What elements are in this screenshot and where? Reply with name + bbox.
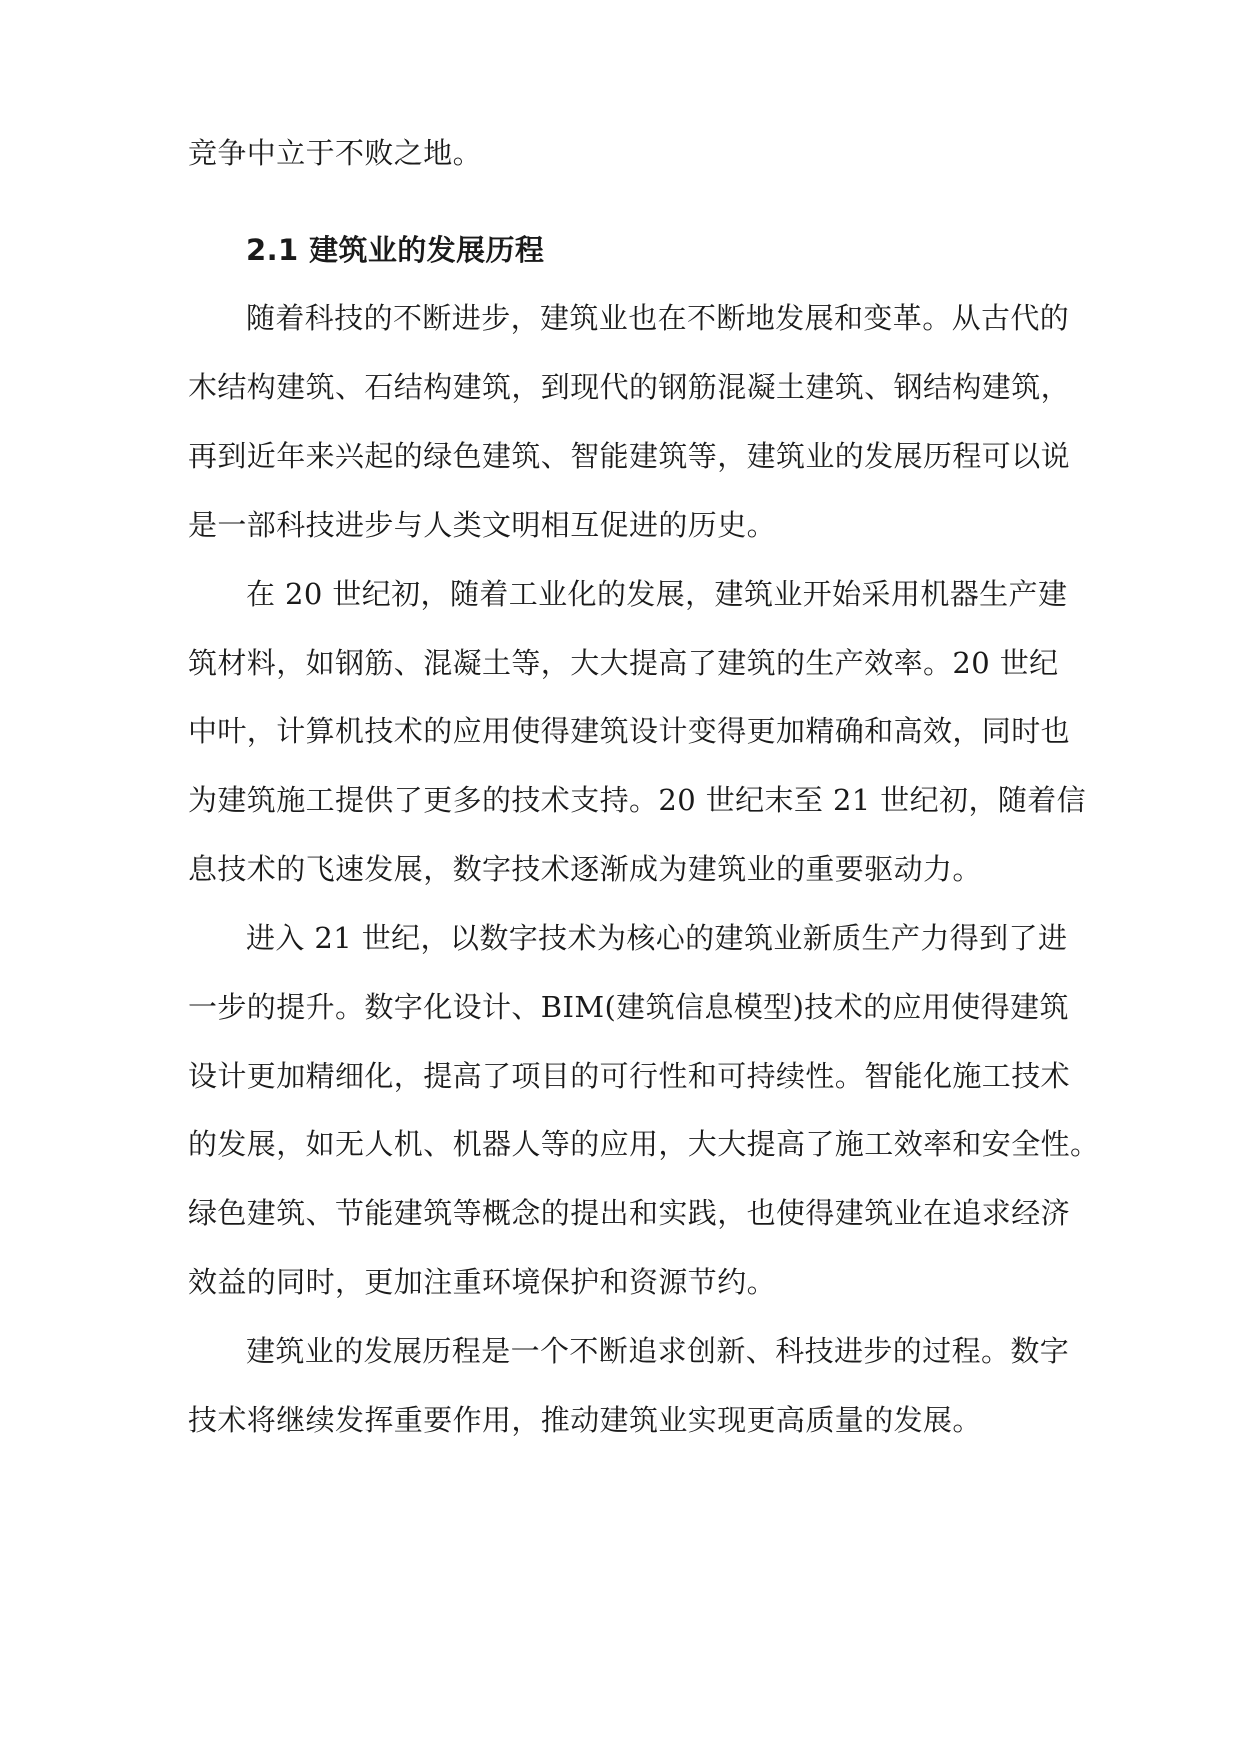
section-heading: 2.1 建筑业的发展历程: [246, 233, 545, 267]
paragraph-line: 木结构建筑、石结构建筑，到现代的钢筋混凝土建筑、钢结构建筑，: [188, 370, 1071, 404]
paragraph-line: 建筑业的发展历程是一个不断追求创新、科技进步的过程。数字: [246, 1334, 1070, 1368]
paragraph-line: 随着科技的不断进步，建筑业也在不断地发展和变革。从古代的: [246, 301, 1070, 335]
paragraph-line: 进入 21 世纪，以数字技术为核心的建筑业新质生产力得到了进: [246, 921, 1068, 955]
paragraph-line: 竞争中立于不败之地。: [188, 136, 483, 170]
paragraph-line: 一步的提升。数字化设计、BIM(建筑信息模型)技术的应用使得建筑: [188, 990, 1069, 1024]
paragraph-line: 中叶，计算机技术的应用使得建筑设计变得更加精确和高效，同时也: [188, 714, 1071, 748]
paragraph-line: 的发展，如无人机、机器人等的应用，大大提高了施工效率和安全性。: [188, 1127, 1100, 1161]
paragraph-line: 为建筑施工提供了更多的技术支持。20 世纪末至 21 世纪初，随着信: [188, 783, 1087, 817]
paragraph-line: 是一部科技进步与人类文明相互促进的历史。: [188, 508, 777, 542]
paragraph-line: 效益的同时，更加注重环境保护和资源节约。: [188, 1265, 777, 1299]
paragraph-line: 在 20 世纪初，随着工业化的发展，建筑业开始采用机器生产建: [246, 577, 1068, 611]
paragraph-line: 绿色建筑、节能建筑等概念的提出和实践，也使得建筑业在追求经济: [188, 1196, 1071, 1230]
paragraph-line: 息技术的飞速发展，数字技术逐渐成为建筑业的重要驱动力。: [188, 852, 982, 886]
paragraph-line: 再到近年来兴起的绿色建筑、智能建筑等，建筑业的发展历程可以说: [188, 439, 1071, 473]
paragraph-line: 技术将继续发挥重要作用，推动建筑业实现更高质量的发展。: [188, 1403, 982, 1437]
paragraph-line: 筑材料，如钢筋、混凝土等，大大提高了建筑的生产效率。20 世纪: [188, 646, 1059, 680]
paragraph-line: 设计更加精细化，提高了项目的可行性和可持续性。智能化施工技术: [188, 1059, 1071, 1093]
